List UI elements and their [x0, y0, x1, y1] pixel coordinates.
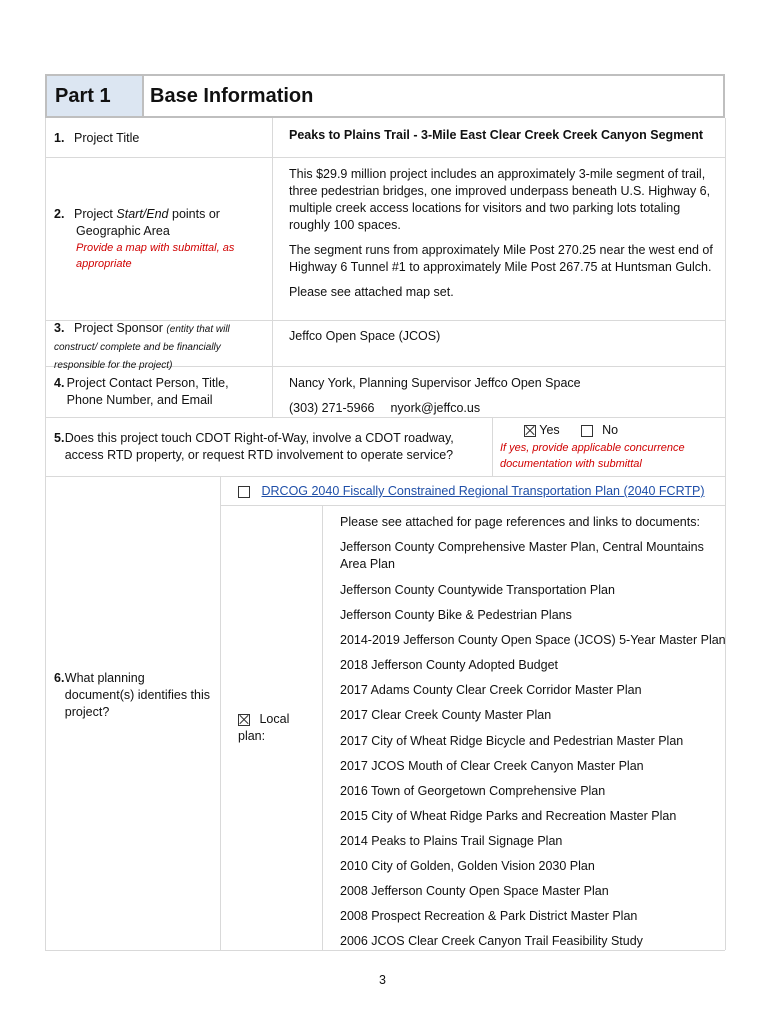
- q5-label: 5. Does this project touch CDOT Right-of-Way, involve a CDOT roadway, access RTD property, or request RTD involvement to operate service?: [54, 431, 454, 462]
- sponsor-value: Jeffco Open Space (JCOS): [289, 329, 441, 343]
- plan-item: 2017 JCOS Mouth of Clear Creek Canyon Master Plan: [340, 759, 644, 773]
- plan-item: Jefferson County Countywide Transportation Plan: [340, 583, 615, 597]
- part-header: [45, 74, 725, 118]
- contact-email: nyork@jeffco.us: [390, 401, 481, 415]
- q6-label: 6. What planning document(s) identifies this project?: [54, 671, 210, 719]
- col-divider: [492, 417, 493, 476]
- local-plan-option: [238, 711, 318, 745]
- plan-item: 2017 Adams County Clear Creek Corridor Master Plan: [340, 683, 642, 697]
- part-label: Part 1: [55, 85, 111, 107]
- q2-para1: This $29.9 million project includes an approximately 3-mile segment of trail, three pedestrian bridges, one improved underpass beneath U.S. Highway 6, multiple creek access locations for visitors and two parking lots totaling roughly 100 spaces.: [289, 167, 711, 232]
- local-plan-checkbox[interactable]: [238, 714, 250, 726]
- q5-note: If yes, provide applicable concurrence documentation with submittal: [500, 442, 685, 470]
- col-divider: [725, 118, 726, 950]
- plan-item: 2014-2019 Jefferson County Open Space (JCOS) 5-Year Master Plan: [340, 633, 726, 647]
- row-divider: [45, 476, 725, 477]
- plan-item: 2008 Prospect Recreation & Park District Master Plan: [340, 909, 638, 923]
- part-title: Base Information: [150, 85, 314, 107]
- q1-label: 1. Project Title: [54, 131, 140, 145]
- plan-item: 2008 Jefferson County Open Space Master Plan: [340, 884, 609, 898]
- drcog-link[interactable]: DRCOG 2040 Fiscally Constrained Regional Transportation Plan (2040 FCRTP): [261, 484, 705, 498]
- col-divider: [272, 118, 273, 417]
- plan-item: Please see attached for page references and links to documents:: [340, 515, 700, 529]
- q2-label: 2. Project Start/End points or Geographic Area Provide a map with submittal, as appropriate: [54, 206, 269, 272]
- plan-item: 2016 Town of Georgetown Comprehensive Plan: [340, 784, 606, 798]
- plan-item: Jefferson County Bike & Pedestrian Plans: [340, 608, 572, 622]
- plan-item: 2006 JCOS Clear Creek Canyon Trail Feasibility Study: [340, 934, 643, 948]
- project-title-value: Peaks to Plains Trail - 3-Mile East Clear Creek Creek Canyon Segment: [289, 128, 704, 142]
- plan-item: 2014 Peaks to Plains Trail Signage Plan: [340, 834, 563, 848]
- local-plan-label: Local plan:: [238, 712, 290, 743]
- contact-phone: (303) 271-5966: [289, 401, 375, 415]
- no-label: No: [602, 423, 619, 437]
- plan-item: 2017 City of Wheat Ridge Bicycle and Pedestrian Master Plan: [340, 734, 684, 748]
- plan-item: 2018 Jefferson County Adopted Budget: [340, 658, 558, 672]
- part-label-cell: [47, 76, 144, 116]
- col-divider: [45, 118, 46, 950]
- q2-answer: [289, 166, 721, 301]
- no-checkbox[interactable]: [581, 425, 593, 437]
- q4-label: 4. Project Contact Person, Title, Phone Number, and Email: [54, 376, 229, 407]
- row-divider: [45, 950, 725, 951]
- q5-options: [524, 422, 618, 439]
- plan-item: 2010 City of Golden, Golden Vision 2030 Plan: [340, 859, 595, 873]
- row-divider: [45, 157, 725, 158]
- q2-para3: Please see attached map set.: [289, 285, 454, 299]
- yes-label: Yes: [539, 423, 560, 437]
- yes-checkbox[interactable]: [524, 425, 536, 437]
- drcog-option: [238, 483, 705, 500]
- col-divider: [220, 476, 221, 950]
- contact-name: Nancy York, Planning Supervisor Jeffco Open Space: [289, 376, 581, 390]
- plan-item: 2017 Clear Creek County Master Plan: [340, 708, 552, 722]
- row-divider: [45, 417, 725, 418]
- plan-item: 2015 City of Wheat Ridge Parks and Recreation Master Plan: [340, 809, 677, 823]
- contact-value: [289, 375, 581, 417]
- col-divider: [322, 505, 323, 950]
- plan-item: Jefferson County Comprehensive Master Plan, Central Mountains Area Plan: [340, 540, 704, 571]
- page-number: 3: [379, 973, 386, 987]
- q2-para2: The segment runs from approximately Mile Post 270.25 near the west end of Highway 6 Tunnel #1 to approximately Mile Post 267.75 at Huntsman Gulch.: [289, 243, 713, 274]
- row-divider: [220, 505, 725, 506]
- drcog-checkbox[interactable]: [238, 486, 250, 498]
- q2-note: Provide a map with submittal, as appropriate: [76, 242, 235, 270]
- q3-label: 3. Project Sponsor (entity that will construct/ complete and be financially responsible for the project): [54, 321, 230, 371]
